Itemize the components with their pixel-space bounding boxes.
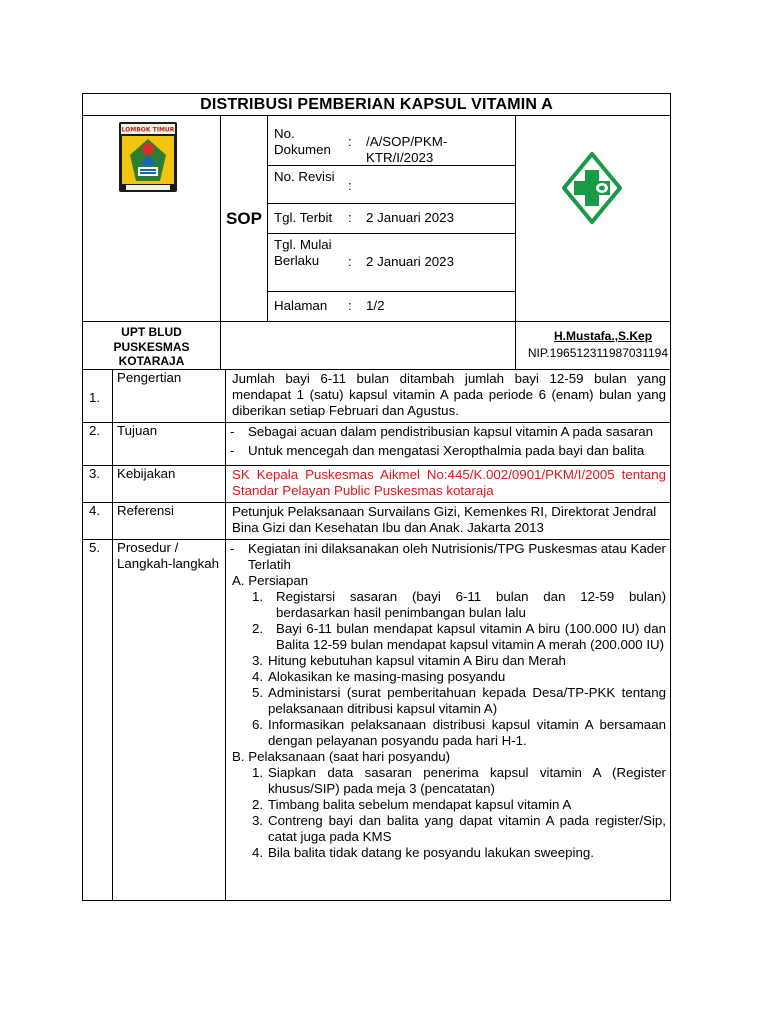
org-line-1: UPT BLUD bbox=[121, 325, 182, 339]
right-logo-cell bbox=[516, 116, 671, 322]
regency-emblem-icon bbox=[118, 121, 178, 193]
left-logo-cell bbox=[83, 116, 221, 322]
meta-value: 1/2 bbox=[366, 298, 385, 313]
pengertian-text: Jumlah bayi 6-11 bulan ditambah jumlah bayi 12-59 bulan yang mendapat 1 (satu) kapsul vitamin A pada periode 6 (enam) bulan yang diberikan setiap Februari dan Agustus. bbox=[226, 369, 671, 422]
org-line-3: KOTARAJA bbox=[118, 354, 185, 368]
step-item bbox=[252, 765, 666, 797]
meta-label: Tgl. MulaiBerlaku bbox=[274, 237, 332, 268]
step-number: 1. bbox=[252, 588, 264, 604]
step-text: Siapkan data sasaran penerima kapsul vitamin A (Register khusus/SIP) pada meja 3 (pencatatan) bbox=[268, 764, 666, 796]
part-a-heading: A. Persiapan bbox=[232, 572, 309, 588]
signatory-name: H.Mustafa.,S.Kep bbox=[554, 329, 653, 344]
organization-name bbox=[83, 322, 221, 370]
step-number: 5. bbox=[252, 684, 264, 700]
prosedur-intro: - Kegiatan ini dilaksanakan oleh Nutrisionis/TPG Puskesmas atau Kader Terlatih bbox=[228, 541, 666, 573]
step-text: Hitung kebutuhan kapsul vitamin A Biru dan Merah bbox=[268, 652, 566, 668]
row-prosedur bbox=[83, 539, 671, 900]
org-line-2: PUSKESMAS bbox=[113, 339, 190, 354]
step-text: Registarsi sasaran (bayi 6-11 bulan dan 12-59 bulan) berdasarkan hasil penimbangan bulan lalu bbox=[276, 588, 666, 620]
step-number: 3. bbox=[252, 812, 264, 828]
sop-document bbox=[82, 93, 670, 901]
meta-row-revisi bbox=[268, 165, 515, 204]
step-item bbox=[252, 797, 666, 813]
step-item bbox=[252, 589, 666, 621]
row-number: 5. bbox=[83, 539, 113, 900]
row-number: 3. bbox=[83, 465, 113, 502]
meta-label: No. Dokumen bbox=[274, 126, 331, 157]
meta-row-terbit bbox=[268, 203, 515, 234]
step-number: 2. bbox=[252, 796, 264, 812]
meta-row-halaman bbox=[268, 291, 515, 321]
row-tujuan bbox=[83, 422, 671, 465]
row-pengertian bbox=[83, 369, 671, 422]
list-item: - Sebagai acuan dalam pendistribusian kapsul vitamin A pada sasaran bbox=[228, 424, 666, 440]
row-label-line: Prosedur / bbox=[117, 539, 179, 555]
document-title: DISTRIBUSI PEMBERIAN KAPSUL VITAMIN A bbox=[83, 94, 671, 116]
meta-row-mulai-berlaku bbox=[268, 233, 515, 292]
step-number: 4. bbox=[252, 668, 264, 684]
step-number: 1. bbox=[252, 764, 264, 780]
sop-label: SOP bbox=[221, 116, 268, 322]
step-item bbox=[252, 685, 666, 717]
step-number: 6. bbox=[252, 716, 264, 732]
meta-value: 2 Januari 2023 bbox=[366, 210, 454, 225]
meta-label: No. Revisi bbox=[274, 169, 335, 184]
step-text: Bila balita tidak datang ke posyandu lakukan sweeping. bbox=[268, 844, 594, 860]
sop-body-table bbox=[82, 369, 671, 901]
signatory bbox=[516, 322, 671, 370]
empty-cell bbox=[221, 322, 516, 370]
row-label: Tujuan bbox=[113, 422, 226, 465]
step-item bbox=[252, 653, 666, 669]
step-item bbox=[252, 669, 666, 685]
meta-colon: : bbox=[348, 254, 352, 269]
row-number: 4. bbox=[83, 502, 113, 539]
step-number: 2. bbox=[252, 620, 264, 636]
tujuan-list bbox=[226, 422, 671, 465]
sop-header-table bbox=[82, 93, 671, 370]
step-item bbox=[252, 717, 666, 749]
step-item bbox=[252, 845, 666, 861]
step-number: 3. bbox=[252, 652, 264, 668]
meta-colon: : bbox=[348, 134, 352, 149]
meta-label: Halaman bbox=[274, 298, 328, 313]
meta-colon: : bbox=[348, 210, 352, 225]
meta-colon: : bbox=[348, 178, 352, 193]
step-text: Administarsi (surat pemberitahuan kepada Desa/TP-PKK tentang pelaksanaan ditribusi kapsul vitamin A) bbox=[268, 684, 666, 716]
step-item bbox=[252, 813, 666, 845]
step-item bbox=[252, 621, 666, 653]
row-label: Referensi bbox=[113, 502, 226, 539]
step-text: Alokasikan ke masing-masing posyandu bbox=[268, 668, 506, 684]
list-item: - Untuk mencegah dan mengatasi Xeropthalmia pada bayi dan balita bbox=[228, 443, 666, 459]
row-number: 2. bbox=[83, 422, 113, 465]
row-label bbox=[113, 539, 226, 900]
meta-value: /A/SOP/PKM-KTR/I/2023 bbox=[366, 134, 448, 165]
puskesmas-logo-icon bbox=[562, 152, 622, 224]
step-text: Bayi 6-11 bulan mendapat kapsul vitamin A biru (100.000 IU) dan Balita 12-59 bulan mendapat kapsul vitamin A merah (200.000 IU) bbox=[276, 620, 666, 652]
part-a-steps bbox=[228, 589, 666, 749]
part-b-steps bbox=[228, 765, 666, 861]
meta-row-dokumen bbox=[268, 116, 515, 166]
prosedur-content bbox=[226, 539, 671, 900]
part-b-heading: B. Pelaksanaan (saat hari posyandu) bbox=[232, 748, 451, 764]
meta-label: Tgl. Terbit bbox=[274, 210, 333, 225]
row-referensi bbox=[83, 502, 671, 539]
referensi-text: Petunjuk Pelaksanaan Survailans Gizi, Kemenkes RI, Direktorat Jendral Bina Gizi dan Kesehatan Ibu dan Anak. Jakarta 2013 bbox=[226, 502, 671, 539]
kebijakan-text: SK Kepala Puskesmas Aikmel No:445/K.002/0901/PKM/I/2005 tentang Standar Pelayan Public Puskesmas kotaraja bbox=[226, 465, 671, 502]
row-label-line: Langkah-langkah bbox=[117, 555, 220, 571]
signatory-nip: NIP.196512311987031194 bbox=[527, 346, 669, 361]
row-label: Pengertian bbox=[113, 369, 226, 422]
row-number: 1. bbox=[83, 369, 113, 422]
step-text: Contreng bayi dan balita yang dapat vitamin A pada register/Sip, catat juga pada KMS bbox=[268, 812, 666, 844]
step-text: Timbang balita sebelum mendapat kapsul vitamin A bbox=[268, 796, 572, 812]
meta-colon: : bbox=[348, 298, 352, 313]
row-kebijakan bbox=[83, 465, 671, 502]
step-number: 4. bbox=[252, 844, 264, 860]
meta-value: 2 Januari 2023 bbox=[366, 254, 454, 269]
step-text: Informasikan pelaksanaan distribusi kapsul vitamin A bersamaan dengan pelayanan posyandu pada hari H-1. bbox=[268, 716, 666, 748]
row-label: Kebijakan bbox=[113, 465, 226, 502]
regency-emblem-label: LOMBOK TIMUR bbox=[121, 126, 175, 134]
document-meta bbox=[268, 116, 516, 322]
